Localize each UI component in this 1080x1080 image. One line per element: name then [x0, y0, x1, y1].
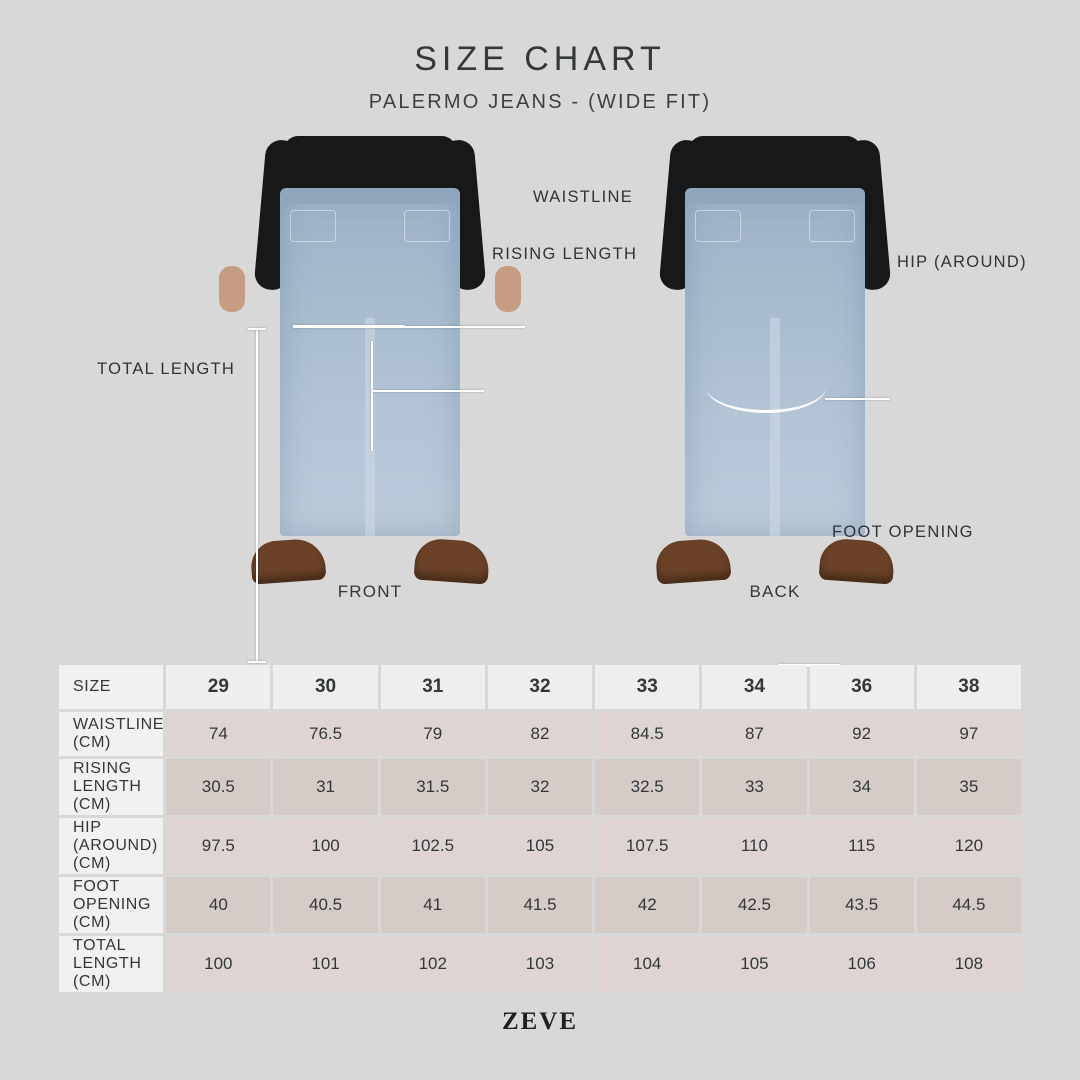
callout-total-length: TOTAL LENGTH — [97, 360, 236, 378]
table-cell: 40.5 — [273, 877, 377, 933]
table-cell: 32 — [488, 759, 592, 815]
rising-length-measure-line — [371, 341, 373, 451]
hip-leader-line — [825, 398, 890, 400]
callout-hip-around: HIP (AROUND) — [897, 253, 1027, 271]
size-chart-table — [56, 662, 1024, 995]
table-cell: 108 — [917, 936, 1021, 992]
callout-waistline: WAISTLINE — [533, 188, 634, 206]
table-cell: 105 — [488, 818, 592, 874]
jeans-front — [280, 188, 460, 536]
table-cell: 79 — [381, 712, 485, 756]
table-row-label: FOOT OPENING (CM) — [59, 877, 163, 933]
shoe-left-front — [250, 537, 327, 584]
size-table-wrapper — [56, 662, 1024, 995]
jeans-back — [685, 188, 865, 536]
back-caption: BACK — [749, 582, 801, 601]
jeans-waistband-back — [685, 188, 865, 204]
table-size-col-29: 29 — [166, 665, 270, 709]
table-row — [59, 712, 1021, 756]
table-cell: 100 — [273, 818, 377, 874]
table-cell: 103 — [488, 936, 592, 992]
jeans-pocket-left — [290, 210, 336, 242]
table-cell: 106 — [810, 936, 914, 992]
table-row-label: WAISTLINE (CM) — [59, 712, 163, 756]
table-cell: 31 — [273, 759, 377, 815]
table-cell: 31.5 — [381, 759, 485, 815]
shoe-right-back — [819, 537, 896, 584]
table-cell: 74 — [166, 712, 270, 756]
table-header-row — [59, 665, 1021, 709]
table-cell: 42.5 — [702, 877, 806, 933]
total-length-tick-top — [248, 328, 266, 330]
model-hand-right — [495, 266, 521, 312]
table-cell: 101 — [273, 936, 377, 992]
table-size-col-30: 30 — [273, 665, 377, 709]
table-size-col-33: 33 — [595, 665, 699, 709]
table-cell: 104 — [595, 936, 699, 992]
back-figure — [650, 136, 900, 601]
table-cell: 107.5 — [595, 818, 699, 874]
table-cell: 35 — [917, 759, 1021, 815]
table-cell: 102 — [381, 936, 485, 992]
waistline-leader-line — [405, 326, 525, 328]
table-cell: 120 — [917, 818, 1021, 874]
size-table-body — [59, 712, 1021, 992]
table-cell: 97.5 — [166, 818, 270, 874]
table-cell: 76.5 — [273, 712, 377, 756]
table-cell: 115 — [810, 818, 914, 874]
table-cell: 105 — [702, 936, 806, 992]
table-cell: 32.5 — [595, 759, 699, 815]
table-cell: 87 — [702, 712, 806, 756]
waistline-measure-line — [293, 325, 405, 328]
table-cell: 30.5 — [166, 759, 270, 815]
table-cell: 43.5 — [810, 877, 914, 933]
table-cell: 44.5 — [917, 877, 1021, 933]
table-cell: 40 — [166, 877, 270, 933]
jeans-inseam-front — [365, 318, 375, 536]
table-size-col-32: 32 — [488, 665, 592, 709]
jeans-inseam-back — [770, 318, 780, 536]
table-cell: 41.5 — [488, 877, 592, 933]
table-row — [59, 877, 1021, 933]
rising-length-leader-line — [372, 390, 484, 392]
front-caption: FRONT — [337, 582, 403, 601]
table-row-label: HIP (AROUND) (CM) — [59, 818, 163, 874]
table-cell: 42 — [595, 877, 699, 933]
page-title: SIZE CHART — [414, 40, 666, 78]
jeans-backpocket-right — [809, 210, 855, 242]
table-row — [59, 818, 1021, 874]
table-cell: 82 — [488, 712, 592, 756]
callout-rising-length: RISING LENGTH — [492, 245, 638, 263]
table-row — [59, 936, 1021, 992]
table-cell: 110 — [702, 818, 806, 874]
front-figure — [245, 136, 495, 601]
jeans-pocket-right — [404, 210, 450, 242]
total-length-measure-line — [256, 328, 258, 663]
brand-logo: ZEVE — [501, 1008, 579, 1035]
table-row — [59, 759, 1021, 815]
table-cell: 41 — [381, 877, 485, 933]
table-cell: 34 — [810, 759, 914, 815]
table-size-col-38: 38 — [917, 665, 1021, 709]
table-cell: 92 — [810, 712, 914, 756]
table-size-col-34: 34 — [702, 665, 806, 709]
jeans-backpocket-left — [695, 210, 741, 242]
table-row-label: TOTAL LENGTH (CM) — [59, 936, 163, 992]
table-row-label: RISING LENGTH (CM) — [59, 759, 163, 815]
callout-foot-opening: FOOT OPENING — [832, 523, 974, 541]
table-size-col-36: 36 — [810, 665, 914, 709]
model-hand-left — [219, 266, 245, 312]
page-header — [0, 0, 1080, 114]
page-subtitle: PALERMO JEANS - (WIDE FIT) — [368, 91, 712, 113]
jeans-waistband-front — [280, 188, 460, 204]
shoe-left-back — [655, 537, 732, 584]
table-cell: 100 — [166, 936, 270, 992]
table-cell: 97 — [917, 712, 1021, 756]
table-size-header: SIZE — [59, 665, 163, 709]
table-cell: 84.5 — [595, 712, 699, 756]
table-cell: 102.5 — [381, 818, 485, 874]
table-size-col-31: 31 — [381, 665, 485, 709]
shoe-right-front — [414, 537, 491, 584]
table-cell: 33 — [702, 759, 806, 815]
